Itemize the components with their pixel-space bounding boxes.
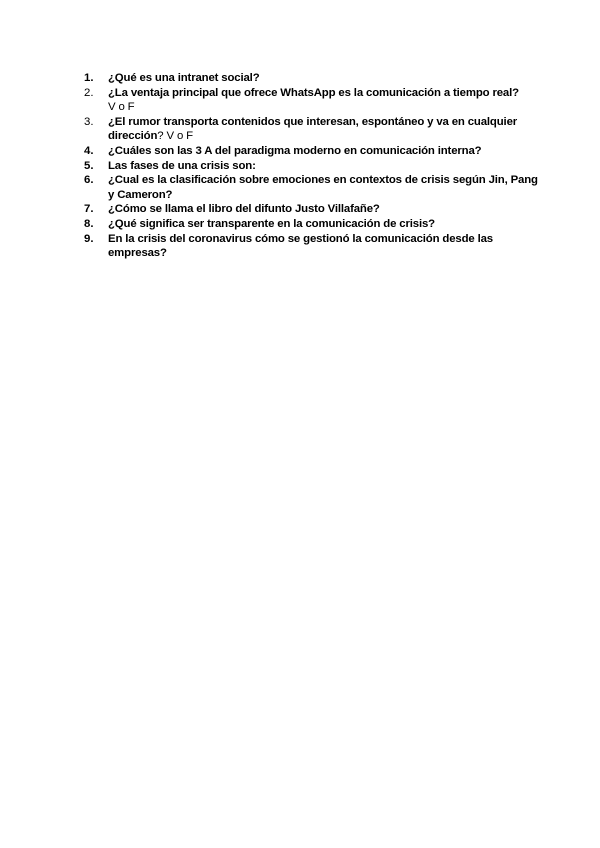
question-text: Las fases de una crisis son: (108, 159, 256, 172)
true-false-option: ? V o F (157, 130, 193, 143)
question-item (84, 144, 544, 159)
question-text: ¿Cual es la clasificación sobre emociones en contextos de crisis según Jin, Pang y Cameron? (108, 174, 538, 201)
question-text: ¿Qué es una intranet social? (108, 72, 260, 84)
question-item (84, 71, 544, 86)
question-item (84, 173, 544, 202)
question-text: ¿Cuáles son las 3 A del paradigma moderno en comunicación interna? (108, 144, 482, 157)
question-item (84, 115, 544, 144)
question-text: En la crisis del coronavirus cómo se gestionó la comunicación desde las empresas? (108, 232, 493, 260)
question-number: 7. (84, 203, 94, 216)
question-number: 1. (84, 72, 94, 84)
question-number: 6. (84, 174, 94, 187)
question-number: 2. (84, 86, 94, 99)
question-list (84, 71, 544, 261)
question-item (84, 86, 544, 115)
question-number: 3. (84, 115, 94, 128)
question-item (84, 159, 544, 174)
question-item (84, 217, 544, 232)
true-false-option: V o F (108, 101, 135, 114)
question-text: ¿Cómo se llama el libro del difunto Justo Villafañe? (108, 203, 380, 216)
question-item (84, 232, 544, 261)
question-item (84, 202, 544, 217)
question-number: 8. (84, 217, 94, 230)
question-number: 5. (84, 159, 94, 172)
question-text: ¿Qué significa ser transparente en la comunicación de crisis? (108, 217, 435, 230)
question-number: 4. (84, 144, 94, 157)
question-text: ¿La ventaja principal que ofrece WhatsApp es la comunicación a tiempo real? V o F (108, 86, 544, 115)
question-text: ¿El rumor transporta contenidos que interesan, espontáneo y va en cualquier dirección? V o F (108, 115, 518, 143)
question-number: 9. (84, 232, 94, 245)
